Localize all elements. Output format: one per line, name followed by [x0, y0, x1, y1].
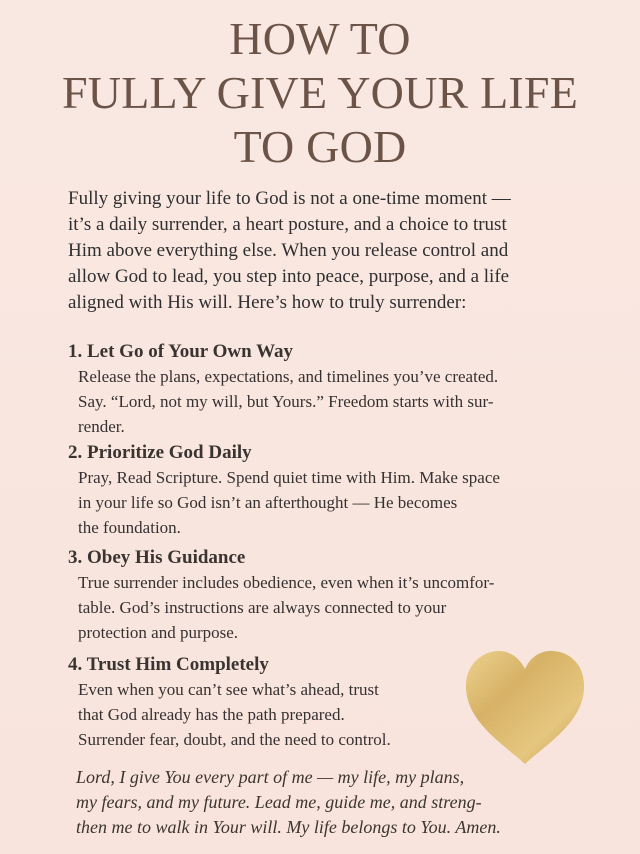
- step-heading: 4. Trust Him Completely: [68, 654, 269, 675]
- step-1: [68, 340, 498, 439]
- step-line: Even when you can’t see what’s ahead, trust: [78, 680, 379, 699]
- intro-line: it’s a daily surrender, a heart posture, and a choice to trust: [68, 214, 507, 235]
- step-line: in your life so God isn’t an afterthought — He becomes: [78, 493, 458, 512]
- intro-line: aligned with His will. Here’s how to truly surrender:: [68, 292, 467, 313]
- step-line: that God already has the path prepared.: [78, 705, 345, 724]
- step-body: [78, 677, 391, 752]
- step-body: [78, 364, 498, 439]
- step-line: Say. “Lord, not my will, but Yours.” Freedom starts with sur-: [78, 392, 494, 411]
- step-heading: 2. Prioritize God Daily: [68, 442, 252, 463]
- step-body: [78, 465, 500, 540]
- gold-heart-icon: [463, 648, 587, 766]
- page-title: [0, 12, 640, 174]
- title-line-1: HOW TO: [229, 13, 411, 64]
- step-body: [78, 570, 494, 645]
- intro-line: allow God to lead, you step into peace, purpose, and a life: [68, 266, 510, 287]
- intro-line: Fully giving your life to God is not a one-time moment —: [68, 188, 511, 209]
- closing-prayer: [76, 765, 501, 840]
- step-line: True surrender includes obedience, even when it’s uncomfor-: [78, 573, 495, 592]
- step-line: table. God’s instructions are always connected to your: [78, 598, 447, 617]
- prayer-line: my fears, and my future. Lead me, guide me, and streng-: [76, 792, 482, 812]
- step-line: render.: [78, 417, 125, 436]
- title-line-2: FULLY GIVE YOUR LIFE: [62, 67, 578, 118]
- step-line: the foundation.: [78, 518, 181, 537]
- step-line: protection and purpose.: [78, 623, 239, 642]
- step-heading: 1. Let Go of Your Own Way: [68, 341, 294, 362]
- step-heading: 3. Obey His Guidance: [68, 547, 246, 568]
- step-2: [68, 441, 500, 540]
- intro-line: Him above everything else. When you release control and: [68, 240, 509, 261]
- prayer-line: then me to walk in Your will. My life belongs to You. Amen.: [76, 817, 501, 837]
- step-line: Surrender fear, doubt, and the need to control.: [78, 730, 391, 749]
- step-4: [68, 653, 391, 752]
- step-line: Pray, Read Scripture. Spend quiet time with Him. Make space: [78, 468, 500, 487]
- title-line-3: TO GOD: [233, 121, 407, 172]
- intro-paragraph: [68, 186, 613, 316]
- prayer-line: Lord, I give You every part of me — my life, my plans,: [76, 767, 465, 787]
- step-line: Release the plans, expectations, and timelines you’ve created.: [78, 367, 499, 386]
- step-3: [68, 546, 494, 645]
